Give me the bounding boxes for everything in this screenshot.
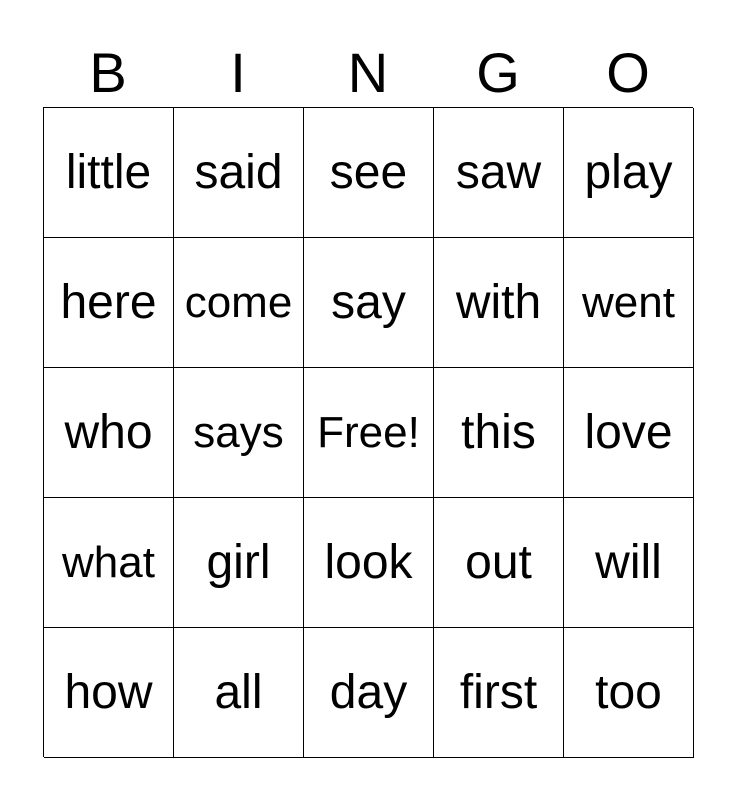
bingo-cell[interactable]: how bbox=[44, 628, 174, 758]
bingo-board bbox=[43, 107, 693, 757]
bingo-cell[interactable]: little bbox=[44, 108, 174, 238]
bingo-cell[interactable]: first bbox=[434, 628, 564, 758]
bingo-cell[interactable]: play bbox=[564, 108, 694, 238]
bingo-cell[interactable]: out bbox=[434, 498, 564, 628]
bingo-cell[interactable]: saw bbox=[434, 108, 564, 238]
bingo-cell[interactable]: said bbox=[174, 108, 304, 238]
header-letter-n: N bbox=[347, 41, 389, 104]
bingo-cell[interactable]: say bbox=[304, 238, 434, 368]
bingo-cell[interactable]: too bbox=[564, 628, 694, 758]
bingo-cell[interactable]: love bbox=[564, 368, 694, 498]
bingo-cell[interactable]: with bbox=[434, 238, 564, 368]
bingo-cell[interactable]: says bbox=[174, 368, 304, 498]
bingo-cell[interactable]: will bbox=[564, 498, 694, 628]
bingo-header bbox=[43, 40, 693, 106]
bingo-cell[interactable]: all bbox=[174, 628, 304, 758]
bingo-cell[interactable]: here bbox=[44, 238, 174, 368]
header-letter-g: G bbox=[476, 41, 520, 104]
bingo-cell[interactable]: what bbox=[44, 498, 174, 628]
bingo-cell[interactable]: see bbox=[304, 108, 434, 238]
header-letter-i: I bbox=[230, 41, 246, 104]
header-letter-b: B bbox=[89, 41, 127, 104]
bingo-cell[interactable]: day bbox=[304, 628, 434, 758]
free-space-cell[interactable]: Free! bbox=[304, 368, 434, 498]
bingo-cell[interactable]: who bbox=[44, 368, 174, 498]
bingo-cell[interactable]: girl bbox=[174, 498, 304, 628]
header-letter-o: O bbox=[606, 41, 650, 104]
bingo-cell[interactable]: went bbox=[564, 238, 694, 368]
bingo-cell[interactable]: this bbox=[434, 368, 564, 498]
bingo-cell[interactable]: look bbox=[304, 498, 434, 628]
bingo-cell[interactable]: come bbox=[174, 238, 304, 368]
